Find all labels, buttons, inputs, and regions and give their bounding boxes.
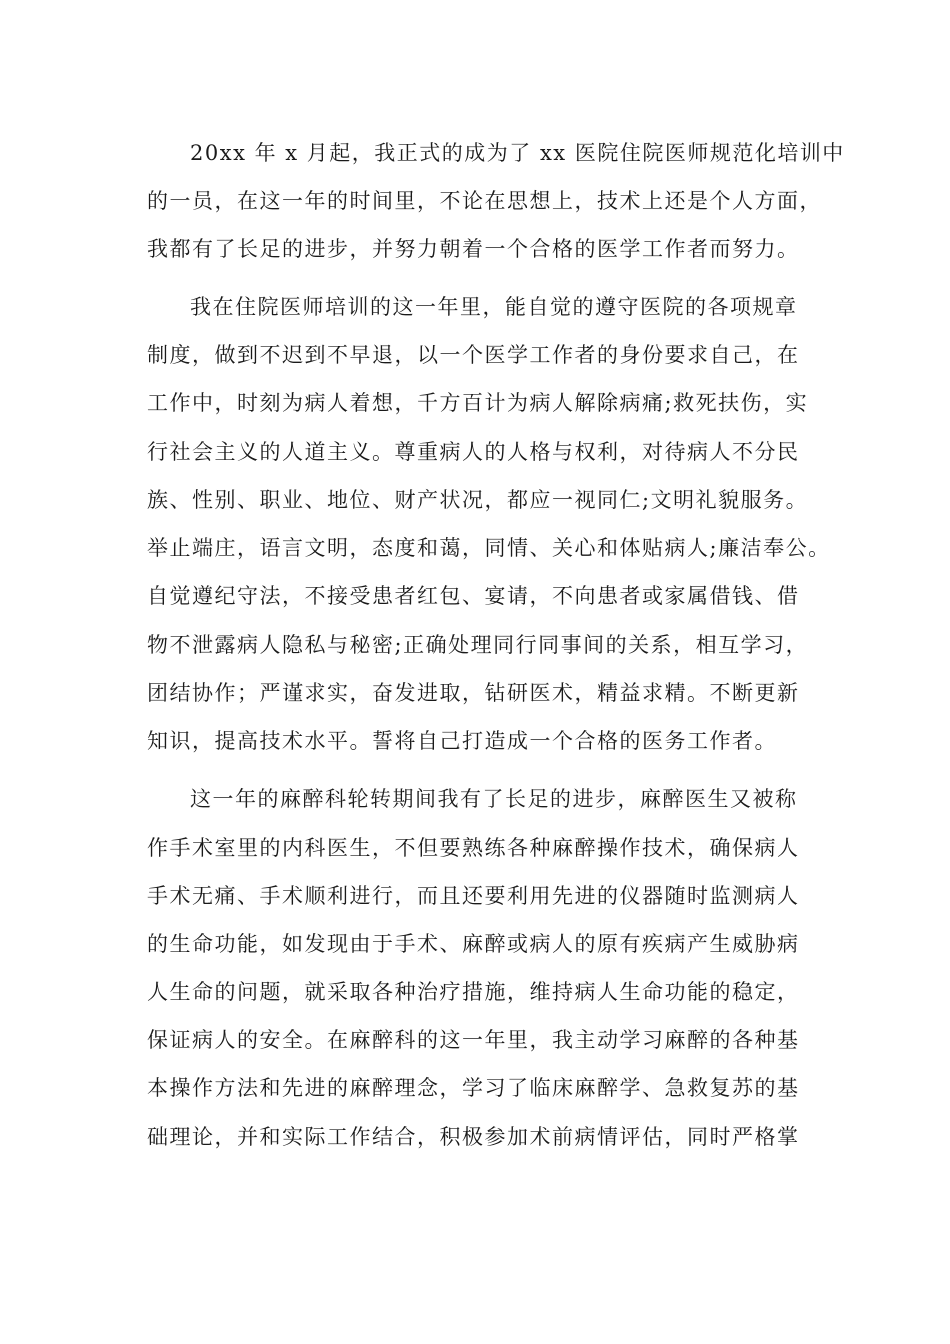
paragraph-2-line-7: 自觉遵纪守法，不接受患者红包、宴请，不向患者或家属借钱、借 [147,584,800,608]
paragraph-3-line-5: 人生命的问题，就采取各种治疗措施，维持病人生命功能的稳定， [147,980,800,1004]
paragraph-2-line-8: 物不泄露病人隐私与秘密;正确处理同行同事间的关系，相互学习， [147,633,809,657]
paragraph-3-line-6: 保证病人的安全。在麻醉科的这一年里，我主动学习麻醉的各种基 [147,1028,800,1052]
paragraph-3-line-4: 的生命功能，如发现由于手术、麻醉或病人的原有疾病产生威胁病 [147,932,800,956]
paragraph-3-line-8: 础理论，并和实际工作结合，积极参加术前病情评估，同时严格掌 [147,1125,800,1149]
paragraph-2-line-2: 制度，做到不迟到不早退，以一个医学工作者的身份要求自己，在 [147,343,800,367]
paragraph-3-line-7: 本操作方法和先进的麻醉理念，学习了临床麻醉学、急救复苏的基 [147,1076,800,1100]
paragraph-2-line-5: 族、性别、职业、地位、财产状况，都应一视同仁;文明礼貌服务。 [147,488,809,512]
paragraph-1-line-1: 20xx 年 x 月起，我正式的成为了 xx 医院住院医师规范化培训中 [190,141,845,165]
paragraph-2-line-9: 团结协作；严谨求实，奋发进取，钻研医术，精益求精。不断更新 [147,681,800,705]
paragraph-2-line-1: 我在住院医师培训的这一年里，能自觉的遵守医院的各项规章 [190,295,798,319]
paragraph-1-line-2: 的一员，在这一年的时间里，不论在思想上，技术上还是个人方面， [147,189,822,213]
paragraph-3-line-1: 这一年的麻醉科轮转期间我有了长足的进步，麻醉医生又被称 [190,787,798,811]
paragraph-2-line-6: 举止端庄，语言文明，态度和蔼，同情、关心和体贴病人;廉洁奉公。 [147,536,831,560]
paragraph-3-line-3: 手术无痛、手术顺利进行，而且还要利用先进的仪器随时监测病人 [147,884,800,908]
paragraph-2-line-4: 行社会主义的人道主义。尊重病人的人格与权利，对待病人不分民 [147,440,800,464]
paragraph-2-line-10: 知识，提高技术水平。誓将自己打造成一个合格的医务工作者。 [147,729,777,753]
paragraph-2-line-3: 工作中，时刻为病人着想，千方百计为病人解除病痛;救死扶伤，实 [147,391,809,415]
paragraph-3-line-2: 作手术室里的内科医生，不但要熟练各种麻醉操作技术，确保病人 [147,836,800,860]
paragraph-1-line-3: 我都有了长足的进步，并努力朝着一个合格的医学工作者而努力。 [147,237,800,261]
